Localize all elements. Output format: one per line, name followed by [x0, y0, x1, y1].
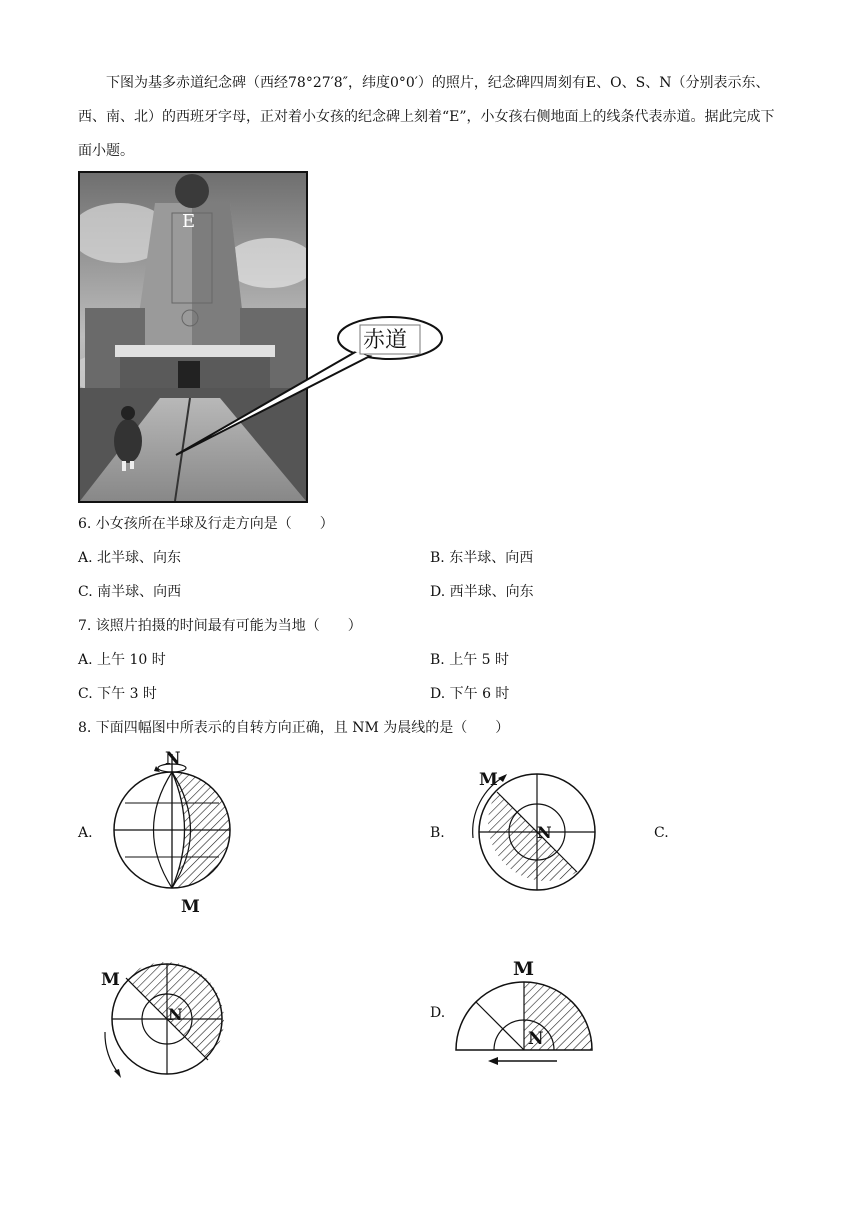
- diagram-a: [105, 748, 240, 918]
- monument-letter: E: [182, 211, 196, 232]
- q6-option-c[interactable]: C. 南半球、向西: [78, 584, 182, 600]
- diagram-a-m-label: M: [181, 897, 200, 917]
- q8-option-d[interactable]: D.: [430, 1005, 446, 1021]
- q8-stem: 8. 下面四幅图中所表示的自转方向正确，且 NM 为晨线的是（ ）: [78, 720, 510, 736]
- callout-label: 赤道: [363, 328, 408, 353]
- diagram-a-n-label: N: [165, 749, 181, 769]
- q6-option-a[interactable]: A. 北半球、向东: [78, 550, 182, 566]
- diagram-c-m-label: M: [101, 970, 120, 990]
- q6-option-d[interactable]: D. 西半球、向东: [430, 584, 534, 600]
- q6-option-b[interactable]: B. 东半球、向西: [430, 550, 534, 566]
- diagram-b-m-label: M: [479, 770, 498, 790]
- q7-stem: 7. 该照片拍摄的时间最有可能为当地（ ）: [78, 618, 362, 634]
- diagram-d-m-label: M: [513, 958, 535, 980]
- q7-option-b[interactable]: B. 上午 5 时: [430, 652, 509, 668]
- q6-stem: 6. 小女孩所在半球及行走方向是（ ）: [78, 516, 334, 532]
- q8-option-a[interactable]: A.: [78, 825, 93, 841]
- q7-option-d[interactable]: D. 下午 6 时: [430, 686, 510, 702]
- q8-option-c[interactable]: C.: [654, 825, 669, 841]
- diagram-b-n-label: N: [537, 823, 552, 842]
- q7-option-a[interactable]: A. 上午 10 时: [78, 652, 166, 668]
- diagram-b: [465, 770, 600, 905]
- callout-pointer: [172, 316, 452, 456]
- q7-option-c[interactable]: C. 下午 3 时: [78, 686, 157, 702]
- diagram-d-n-label: N: [528, 1029, 544, 1049]
- intro-paragraph: 下图为基多赤道纪念碑（西经78°27′8″，纬度0°0′）的照片，纪念碑四周刻有E、O、S、N（分别表示东、西、南、北）的西班牙字母，正对着小女孩的纪念碑上刻着“E”，小女孩右侧地面上的线条代表赤道。据此完成下面小题。: [78, 75, 775, 159]
- q8-option-b[interactable]: B.: [430, 825, 445, 841]
- diagram-d: [452, 975, 597, 1070]
- diagram-c-n-label: N: [168, 1005, 183, 1024]
